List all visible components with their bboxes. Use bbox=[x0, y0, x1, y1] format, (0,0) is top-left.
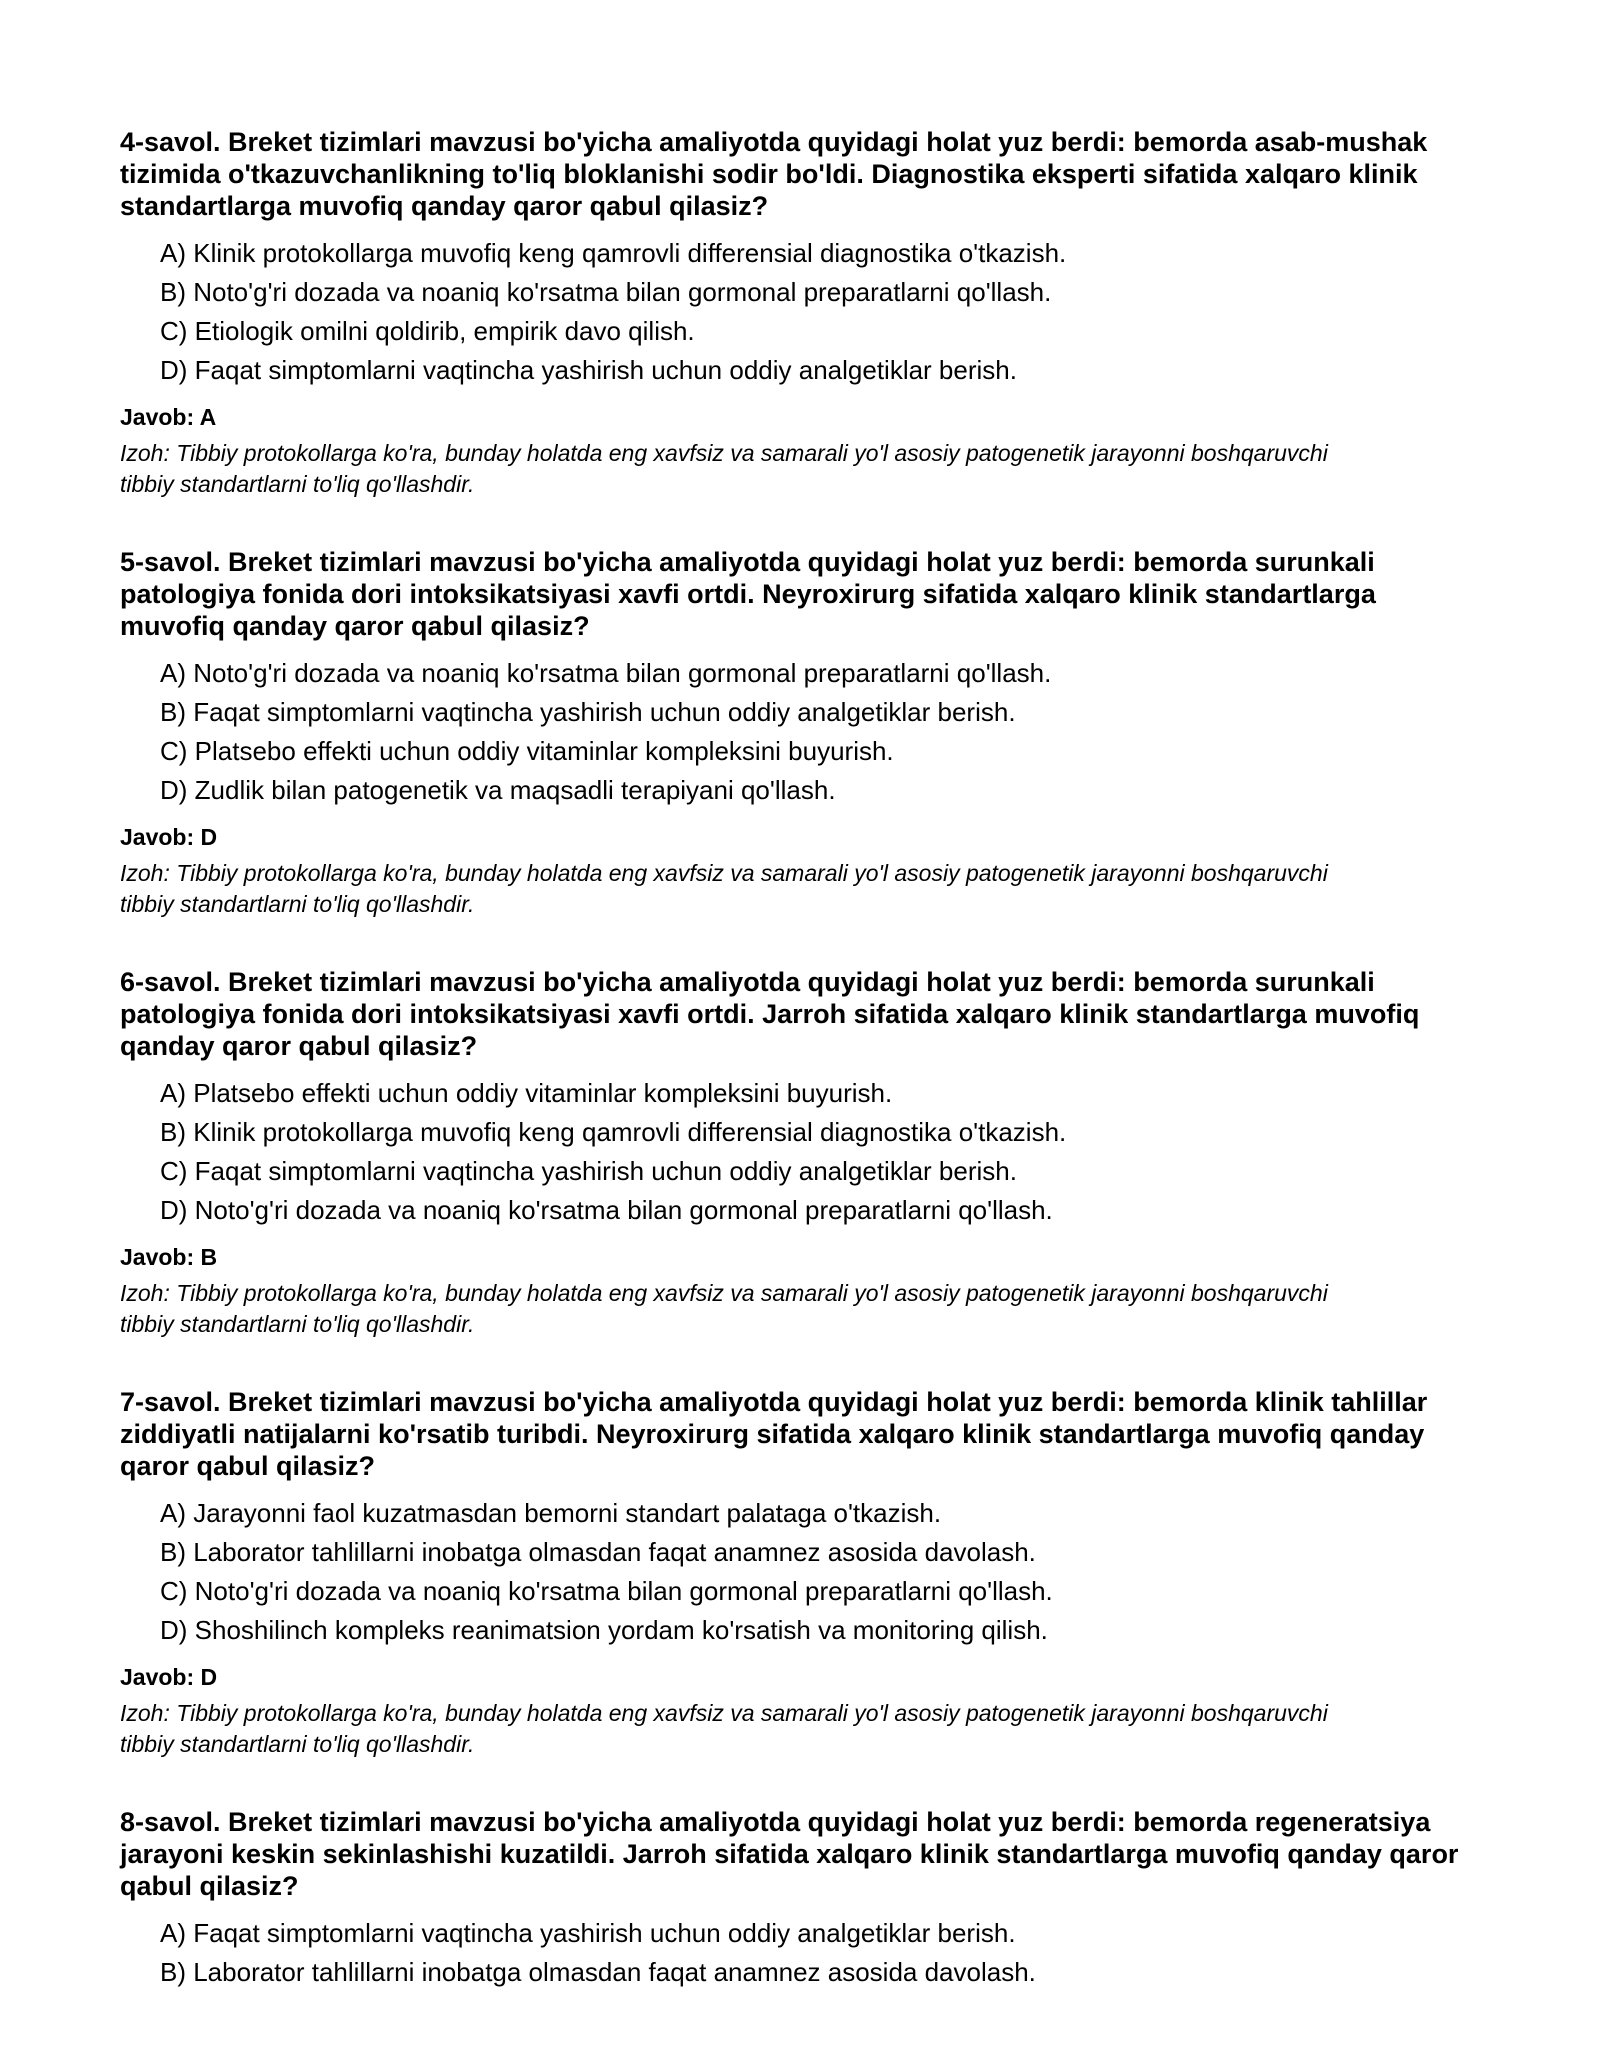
option-a: A) Klinik protokollarga muvofiq keng qamrovli differensial diagnostika o'tkazish. bbox=[160, 238, 1067, 268]
option-a: A) Faqat simptomlarni vaqtincha yashirish uchun oddiy analgetiklar berish. bbox=[160, 1918, 1016, 1948]
option-d: D) Zudlik bilan patogenetik va maqsadli terapiyani qo'llash. bbox=[160, 775, 836, 805]
options-list bbox=[120, 234, 1480, 390]
explanation: Izoh: Tibbiy protokollarga ko'ra, bunday holatda eng xavfsiz va samarali yo'l asosiy patogenetik jarayonni boshqaruvchi tibbiy standartlarni to'liq qo'llashdir. bbox=[120, 440, 1328, 497]
question-title: 4-savol. Breket tizimlari mavzusi bo'yicha amaliyotda quyidagi holat yuz berdi: bemorda asab-mushak tizimida o'tkazuvchanlikning to'liq bloklanishi sodir bo'ldi. Diagnostika eksperti sifatida xalqaro klinik standartlarga muvofiq qanday qaror qabul qilasiz? bbox=[120, 127, 1428, 221]
option-b: B) Noto'g'ri dozada va noaniq ko'rsatma bilan gormonal preparatlarni qo'llash. bbox=[160, 277, 1052, 307]
option-c: C) Noto'g'ri dozada va noaniq ko'rsatma bilan gormonal preparatlarni qo'llash. bbox=[160, 1576, 1053, 1606]
options-list bbox=[120, 1494, 1480, 1650]
option-b: B) Laborator tahlillarni inobatga olmasdan faqat anamnez asosida davolash. bbox=[160, 1537, 1036, 1567]
question-title: 6-savol. Breket tizimlari mavzusi bo'yicha amaliyotda quyidagi holat yuz berdi: bemorda surunkali patologiya fonida dori intoksikatsiyasi xavfi ortdi. Jarroh sifatida xalqaro klinik standartlarga muvofiq qanday qaror qabul qilasiz? bbox=[120, 967, 1420, 1061]
question-8 bbox=[120, 1806, 1480, 1992]
option-d: D) Shoshilinch kompleks reanimatsion yordam ko'rsatish va monitoring qilish. bbox=[160, 1615, 1048, 1645]
explanation: Izoh: Tibbiy protokollarga ko'ra, bunday holatda eng xavfsiz va samarali yo'l asosiy patogenetik jarayonni boshqaruvchi tibbiy standartlarni to'liq qo'llashdir. bbox=[120, 1700, 1328, 1757]
option-a: A) Noto'g'ri dozada va noaniq ko'rsatma bilan gormonal preparatlarni qo'llash. bbox=[160, 658, 1052, 688]
options-list bbox=[120, 1074, 1480, 1230]
answer: Javob: B bbox=[120, 1244, 218, 1270]
option-a: A) Platsebo effekti uchun oddiy vitaminlar kompleksini buyurish. bbox=[160, 1078, 893, 1108]
question-4 bbox=[120, 126, 1480, 500]
question-title: 8-savol. Breket tizimlari mavzusi bo'yicha amaliyotda quyidagi holat yuz berdi: bemorda regeneratsiya jarayoni keskin sekinlashishi kuzatildi. Jarroh sifatida xalqaro klinik standartlarga muvofiq qanday qaror qabul qilasiz? bbox=[120, 1807, 1459, 1901]
option-c: C) Faqat simptomlarni vaqtincha yashirish uchun oddiy analgetiklar berish. bbox=[160, 1156, 1017, 1186]
option-d: D) Faqat simptomlarni vaqtincha yashirish uchun oddiy analgetiklar berish. bbox=[160, 355, 1017, 385]
answer: Javob: D bbox=[120, 824, 218, 850]
option-d: D) Noto'g'ri dozada va noaniq ko'rsatma bilan gormonal preparatlarni qo'llash. bbox=[160, 1195, 1053, 1225]
option-c: C) Etiologik omilni qoldirib, empirik davo qilish. bbox=[160, 316, 695, 346]
answer: Javob: A bbox=[120, 404, 217, 430]
question-7 bbox=[120, 1386, 1480, 1760]
option-b: B) Klinik protokollarga muvofiq keng qamrovli differensial diagnostika o'tkazish. bbox=[160, 1117, 1067, 1147]
question-title: 7-savol. Breket tizimlari mavzusi bo'yicha amaliyotda quyidagi holat yuz berdi: bemorda klinik tahlillar ziddiyatli natijalarni ko'rsatib turibdi. Neyroxirurg sifatida xalqaro klinik standartlarga muvofiq qanday qaror qabul qilasiz? bbox=[120, 1387, 1428, 1481]
explanation: Izoh: Tibbiy protokollarga ko'ra, bunday holatda eng xavfsiz va samarali yo'l asosiy patogenetik jarayonni boshqaruvchi tibbiy standartlarni to'liq qo'llashdir. bbox=[120, 1280, 1328, 1337]
explanation: Izoh: Tibbiy protokollarga ko'ra, bunday holatda eng xavfsiz va samarali yo'l asosiy patogenetik jarayonni boshqaruvchi tibbiy standartlarni to'liq qo'llashdir. bbox=[120, 860, 1328, 917]
option-a: A) Jarayonni faol kuzatmasdan bemorni standart palataga o'tkazish. bbox=[160, 1498, 942, 1528]
options-list bbox=[120, 654, 1480, 810]
option-b: B) Laborator tahlillarni inobatga olmasdan faqat anamnez asosida davolash. bbox=[160, 1957, 1036, 1987]
question-title: 5-savol. Breket tizimlari mavzusi bo'yicha amaliyotda quyidagi holat yuz berdi: bemorda surunkali patologiya fonida dori intoksikatsiyasi xavfi ortdi. Neyroxirurg sifatida xalqaro klinik standartlarga muvofiq qanday qaror qabul qilasiz? bbox=[120, 547, 1376, 641]
answer: Javob: D bbox=[120, 1664, 218, 1690]
option-b: B) Faqat simptomlarni vaqtincha yashirish uchun oddiy analgetiklar berish. bbox=[160, 697, 1016, 727]
question-6 bbox=[120, 966, 1480, 1340]
question-5 bbox=[120, 546, 1480, 920]
options-list bbox=[120, 1914, 1480, 1992]
option-c: C) Platsebo effekti uchun oddiy vitaminlar kompleksini buyurish. bbox=[160, 736, 894, 766]
